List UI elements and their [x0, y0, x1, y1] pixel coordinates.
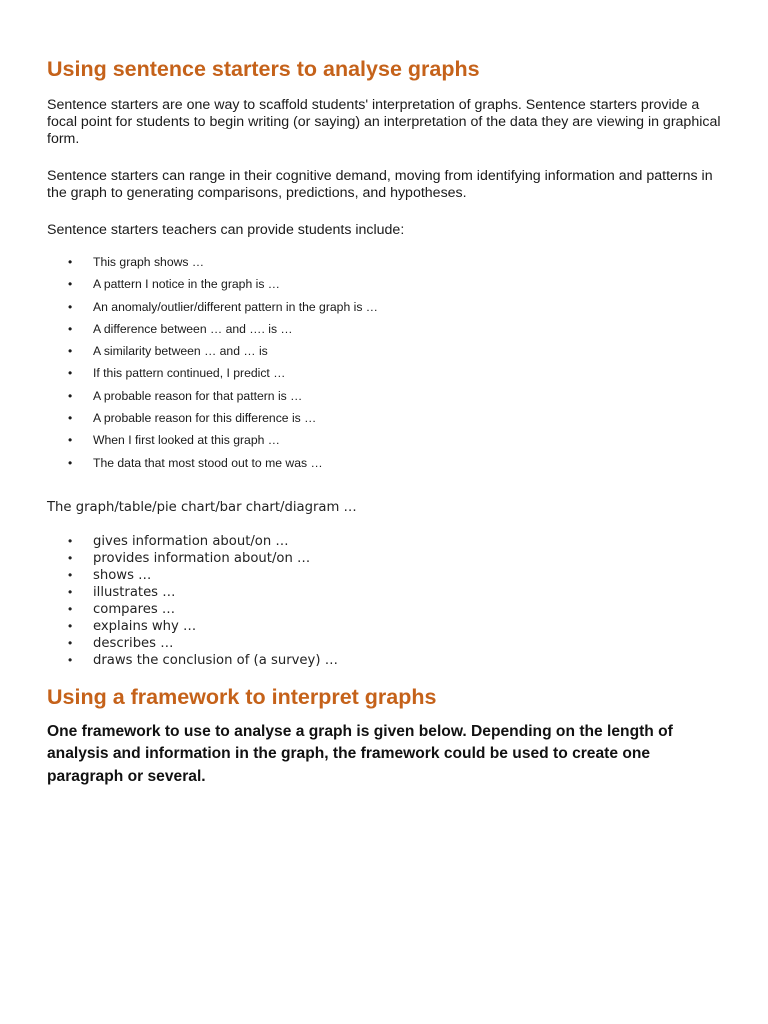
intro-paragraph-1: Sentence starters are one way to scaffold students' interpretation of graphs. Sentence starters provide a focal point for students to begin writing (or saying) an interpretation of the data they are viewing in graphical form.	[47, 97, 721, 147]
framework-paragraph: One framework to use to analyse a graph is given below. Depending on the length of analysis and information in the graph, the framework could be used to create one paragraph or several.	[47, 722, 673, 785]
bullet-icon: •	[68, 277, 73, 292]
bullet-icon: •	[68, 533, 73, 548]
list-item-text: draws the conclusion of (a survey) …	[93, 652, 338, 668]
bullet-icon: •	[68, 584, 73, 599]
list-item	[47, 300, 722, 322]
list-item-text: shows …	[93, 567, 152, 583]
bullet-icon: •	[68, 388, 73, 403]
bullet-icon: •	[68, 618, 73, 633]
list-item-text: This graph shows …	[93, 255, 205, 269]
list-item	[47, 584, 722, 601]
list-item	[47, 433, 722, 455]
intro-paragraph-2: Sentence starters can range in their cognitive demand, moving from identifying information and patterns in the graph to generating comparisons, predictions, and hypotheses.	[47, 168, 713, 201]
bullet-icon: •	[68, 567, 73, 582]
list-item-text: provides information about/on …	[93, 550, 311, 566]
list-item	[47, 322, 722, 344]
list-item-text: A probable reason for that pattern is …	[93, 388, 303, 403]
list-item	[47, 652, 722, 669]
list-item-text: An anomaly/outlier/different pattern in the graph is …	[93, 299, 378, 314]
list-item-text: gives information about/on …	[93, 533, 289, 549]
bullet-icon: •	[68, 255, 73, 269]
list-item	[47, 255, 722, 277]
section-heading-framework: Using a framework to interpret graphs	[47, 684, 437, 709]
list-item	[47, 601, 722, 618]
list-item-text: illustrates …	[93, 584, 176, 600]
list-item	[47, 550, 722, 567]
sentence-starters-list	[47, 255, 722, 478]
list-item-text: explains why …	[93, 618, 197, 634]
list-item	[47, 389, 722, 411]
list-item	[47, 456, 722, 478]
list-item	[47, 344, 722, 366]
list-item-text: A probable reason for this difference is …	[93, 411, 317, 426]
list-item-text: A pattern I notice in the graph is …	[93, 277, 280, 292]
bullet-icon: •	[68, 550, 73, 565]
list-item	[47, 277, 722, 299]
bullet-icon: •	[68, 635, 73, 650]
list-item	[47, 567, 722, 584]
bullet-icon: •	[68, 455, 73, 470]
list-item-text: If this pattern continued, I predict …	[93, 366, 286, 381]
list-item	[47, 366, 722, 388]
list-item-text: A similarity between … and … is	[93, 344, 268, 359]
graph-intro-line: The graph/table/pie chart/bar chart/diagram …	[47, 499, 357, 515]
list-item-text: describes …	[93, 635, 174, 651]
list-item	[47, 618, 722, 635]
bullet-icon: •	[68, 652, 73, 667]
list-item-text: compares …	[93, 601, 176, 617]
bullet-icon: •	[68, 411, 73, 426]
intro-paragraph-3: Sentence starters teachers can provide students include:	[47, 222, 405, 238]
bullet-icon: •	[68, 299, 73, 314]
list-item-text: A difference between … and …. is …	[93, 321, 293, 336]
list-item-text: The data that most stood out to me was …	[93, 455, 323, 470]
bullet-icon: •	[68, 321, 73, 336]
list-item	[47, 533, 722, 550]
bullet-icon: •	[68, 601, 73, 616]
bullet-icon: •	[68, 433, 73, 448]
list-item	[47, 411, 722, 433]
section-heading-sentence-starters: Using sentence starters to analyse graphs	[47, 57, 480, 81]
list-item	[47, 635, 722, 652]
graph-verbs-list	[47, 533, 722, 669]
bullet-icon: •	[68, 344, 73, 359]
bullet-icon: •	[68, 366, 73, 381]
list-item-text: When I first looked at this graph …	[93, 433, 280, 448]
